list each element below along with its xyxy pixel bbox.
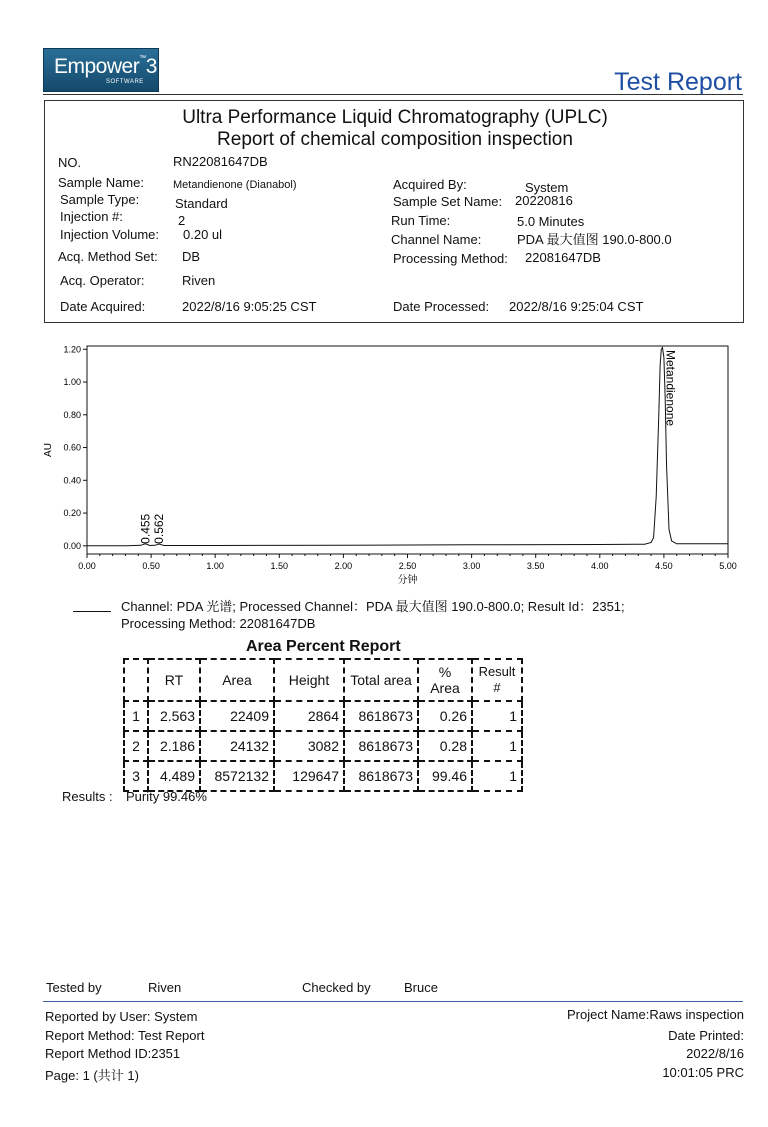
table-cell: 99.46 xyxy=(418,761,472,791)
logo-subtext: SOFTWARE xyxy=(106,79,144,85)
x-tick-label: 4.00 xyxy=(591,561,609,571)
no-value: RN22081647DB xyxy=(173,154,268,169)
table-cell-index: 2 xyxy=(124,731,148,761)
checked-by-value: Bruce xyxy=(404,980,438,995)
chromatogram-trace xyxy=(87,348,728,546)
table-cell: 3082 xyxy=(274,731,344,761)
sample-type-value: Standard xyxy=(175,196,228,211)
table-row xyxy=(124,731,522,761)
date-printed-time: 10:01:05 PRC xyxy=(662,1065,744,1080)
table-cell: 2.563 xyxy=(148,701,200,731)
logo-version: 3 xyxy=(145,55,157,78)
sample-set-value: 20220816 xyxy=(515,193,573,208)
main-title-line1: Ultra Performance Liquid Chromatography (UPLC) xyxy=(182,107,608,128)
x-tick-label: 0.50 xyxy=(142,561,160,571)
results-value: Purity 99.46% xyxy=(126,789,207,804)
x-tick-label: 1.00 xyxy=(206,561,224,571)
x-tick-label: 3.50 xyxy=(526,561,545,571)
acq-operator-label: Acq. Operator: xyxy=(60,273,145,288)
y-tick-label: 0.60 xyxy=(63,442,81,453)
injection-volume-label: Injection Volume: xyxy=(60,227,160,242)
x-tick-label: 3.00 xyxy=(462,561,481,571)
legend-line1: Channel: PDA 光谱; Processed Channel：PDA 最大值图 190.0-800.0; Result Id：2351; xyxy=(121,599,625,614)
table-cell: 8618673 xyxy=(344,701,418,731)
no-label: NO. xyxy=(58,155,82,170)
table-header-height: Height xyxy=(274,659,344,701)
page-number: Page: 1 (共计 1) xyxy=(45,1068,139,1083)
table-cell: 8572132 xyxy=(200,761,274,791)
y-tick-label: 0.20 xyxy=(63,508,81,519)
table-header-row xyxy=(124,659,522,701)
reported-by: Reported by User: System xyxy=(45,1009,198,1024)
empower-logo xyxy=(43,48,159,92)
y-tick-label: 0.00 xyxy=(63,540,81,551)
tested-by-value: Riven xyxy=(148,980,182,995)
table-cell: 1 xyxy=(472,761,522,791)
y-tick-label: 0.40 xyxy=(63,475,81,486)
table-cell: 8618673 xyxy=(344,731,418,761)
table-header-rt: RT xyxy=(148,659,200,701)
report-title: Test Report xyxy=(614,68,742,96)
y-tick-label: 0.80 xyxy=(63,409,81,420)
date-printed-label: Date Printed: xyxy=(668,1028,744,1043)
results-label: Results : xyxy=(62,789,113,804)
table-cell-index: 3 xyxy=(124,761,148,791)
table-cell: 1 xyxy=(472,701,522,731)
table-cell: 2.186 xyxy=(148,731,200,761)
table-row xyxy=(124,701,522,731)
date-acquired-value: 2022/8/16 9:05:25 CST xyxy=(182,299,317,314)
acq-method-label: Acq. Method Set: xyxy=(58,249,158,264)
footer-divider xyxy=(43,1001,743,1002)
x-tick-label: 4.50 xyxy=(655,561,673,571)
sample-set-label: Sample Set Name: xyxy=(393,194,503,209)
injection-value: 2 xyxy=(178,213,186,228)
y-axis-label: AU xyxy=(43,443,54,457)
main-title-line2: Report of chemical composition inspection xyxy=(217,129,573,150)
table-cell: 24132 xyxy=(200,731,274,761)
channel-label: Channel Name: xyxy=(391,232,482,247)
peak-label: Metandienone xyxy=(663,350,678,427)
area-report-title: Area Percent Report xyxy=(246,638,401,655)
table-header-percent-area: % Area xyxy=(418,659,472,701)
table-header-index xyxy=(124,659,148,701)
table-cell: 0.26 xyxy=(418,701,472,731)
peak-label: 0.455 xyxy=(138,513,153,544)
table-cell: 0.28 xyxy=(418,731,472,761)
acquired-by-label: Acquired By: xyxy=(393,177,467,192)
x-tick-label: 2.50 xyxy=(398,561,417,571)
report-method-id: Report Method ID:2351 xyxy=(45,1046,181,1061)
table-row xyxy=(124,761,522,791)
injection-label: Injection #: xyxy=(60,209,123,224)
chromatogram-chart xyxy=(0,330,768,592)
sample-info-box xyxy=(44,100,744,323)
date-processed-label: Date Processed: xyxy=(393,299,490,314)
x-tick-label: 0.00 xyxy=(78,561,96,571)
table-header-total-area: Total area xyxy=(344,659,418,701)
date-printed-date: 2022/8/16 xyxy=(686,1046,744,1061)
logo-text: Empower xyxy=(54,55,140,78)
project-name: Project Name:Raws inspection xyxy=(566,1007,744,1022)
x-tick-label: 2.00 xyxy=(334,561,353,571)
logo-tm: ™ xyxy=(139,55,146,62)
table-cell: 4.489 xyxy=(148,761,200,791)
table-cell: 129647 xyxy=(274,761,344,791)
injection-volume-value: 0.20 ul xyxy=(183,227,223,242)
acquired-by-value: System xyxy=(525,180,569,195)
x-tick-label: 5.00 xyxy=(719,561,737,571)
run-time-label: Run Time: xyxy=(391,213,451,228)
header-divider xyxy=(43,94,743,95)
checked-by-label: Checked by xyxy=(302,980,371,995)
y-tick-label: 1.20 xyxy=(63,344,81,355)
table-cell: 1 xyxy=(472,731,522,761)
peak-label: 0.562 xyxy=(152,513,167,544)
processing-method-value: 22081647DB xyxy=(525,250,601,265)
table-cell: 2864 xyxy=(274,701,344,731)
legend-line-swatch xyxy=(73,611,111,612)
table-header-result: Result # xyxy=(472,659,522,701)
acq-method-value: DB xyxy=(182,249,201,264)
table-cell: 22409 xyxy=(200,701,274,731)
table-header-area: Area xyxy=(200,659,274,701)
sample-name-value: Metandienone (Dianabol) xyxy=(173,179,297,191)
table-cell: 8618673 xyxy=(344,761,418,791)
x-axis-label: 分钟 xyxy=(397,575,418,586)
x-tick-label: 1.50 xyxy=(270,561,289,571)
plot-frame xyxy=(87,346,728,554)
tested-by-label: Tested by xyxy=(46,980,102,995)
legend-line2: Processing Method: 22081647DB xyxy=(121,616,316,631)
y-tick-label: 1.00 xyxy=(63,377,81,388)
channel-value: PDA 最大值图 190.0-800.0 xyxy=(517,232,672,247)
run-time-value: 5.0 Minutes xyxy=(517,214,585,229)
sample-type-label: Sample Type: xyxy=(60,192,140,207)
report-method: Report Method: Test Report xyxy=(45,1028,205,1043)
processing-method-label: Processing Method: xyxy=(393,251,508,266)
date-processed-value: 2022/8/16 9:25:04 CST xyxy=(509,299,644,314)
sample-name-label: Sample Name: xyxy=(58,175,144,190)
date-acquired-label: Date Acquired: xyxy=(60,299,146,314)
acq-operator-value: Riven xyxy=(182,273,216,288)
area-percent-table xyxy=(123,658,523,792)
table-cell-index: 1 xyxy=(124,701,148,731)
